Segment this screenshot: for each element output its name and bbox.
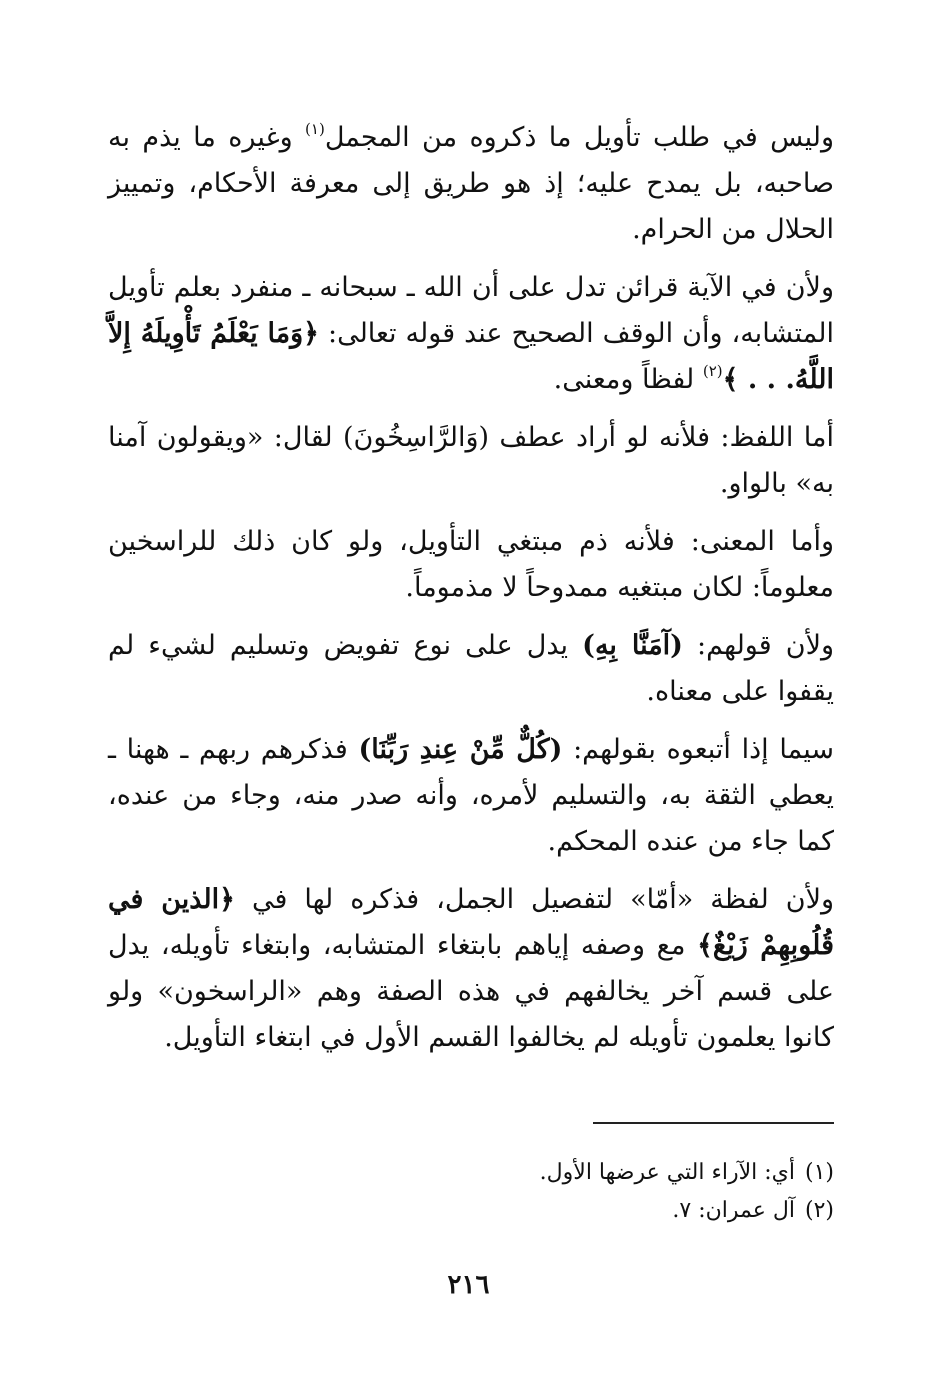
paragraph-2 [108, 265, 834, 403]
footnote-1 [334, 1154, 834, 1192]
paragraph-4 [108, 519, 834, 611]
footnote-ref-2[interactable]: (٢) [702, 362, 723, 380]
paragraph-text: فذكرهم ربهم ـ ههنا ـ يعطي الثقة به، والتسليم لأمره، وأنه صدر منه، وجاء من عنده، كما جاء من عنده المحكم. [108, 734, 834, 857]
footnote-text: آل عمران: ٧. [672, 1198, 795, 1223]
paragraph-text: سيما إذا أتبعوه بقولهم: [562, 734, 835, 765]
paragraph-text: يدل على نوع تفويض وتسليم لشيء لم يقفوا على معناه. [108, 630, 834, 707]
paragraph-text: وغيره ما يذم به صاحبه، بل يمدح عليه؛ إذ هو طريق إلى معرفة الأحكام، وتمييز الحلال من الحرام. [108, 122, 834, 245]
page-number: ٢١٦ [447, 1270, 490, 1300]
main-text [108, 115, 834, 1073]
quran-verse: (آمَنَّا بِهِ) [582, 630, 683, 661]
paragraph-text: أما اللفظ: فلأنه لو أراد عطف (وَالرَّاسِخُونَ) لقال: «ويقولون آمنا به» بالواو. [108, 422, 834, 499]
paragraph-text: وليس في طلب تأويل ما ذكروه من المجمل [324, 122, 835, 153]
quran-verse: ﴿الذين في قُلُوبِهِمْ زَيْغٌ﴾ [108, 884, 834, 961]
footnote-divider [593, 1122, 834, 1124]
quran-verse: (كُلٌّ مِّنْ عِندِ رَبِّنَا) [358, 734, 563, 765]
paragraph-text: ولأن قولهم: [682, 630, 835, 661]
paragraph-text: لفظاً ومعنى. [553, 364, 703, 395]
paragraph-1 [108, 115, 834, 253]
footnote-number: (١) [804, 1160, 834, 1185]
footnote-ref-1[interactable]: (١) [305, 120, 325, 138]
paragraph-text: ولأن لفظة «أمّا» لتفصيل الجمل، فذكره لها في [235, 884, 835, 915]
paragraph-text: مع وصفه إياهم بابتغاء المتشابه، وابتغاء تأويله، يدل على قسم آخر يخالفهم في هذه الصفة وهم «الراسخون» ولو كانوا يعلمون تأويله لم يخالفوا القسم الأول في ابتغاء التأويل. [108, 930, 834, 1053]
paragraph-3 [108, 415, 834, 507]
quran-verse: ﴿وَمَا يَعْلَمُ تَأْوِيلَهُ إِلاَّ اللَّهُ. . . ﴾ [108, 318, 834, 395]
footnote-text: أي: الآراء التي عرضها الأول. [539, 1160, 795, 1185]
paragraph-7 [108, 877, 834, 1061]
paragraph-text: ولأن في الآية قرائن تدل على أن الله ـ سبحانه ـ منفرد بعلم تأويل المتشابه، وأن الوقف الصحيح عند قوله تعالى: [108, 272, 834, 349]
paragraph-text: وأما المعنى: فلأنه ذم مبتغي التأويل، ولو كان ذلك للراسخين معلوماً: لكان مبتغيه ممدوحاً لا مذموماً. [108, 526, 834, 603]
footnotes [334, 1154, 834, 1230]
paragraph-5 [108, 623, 834, 715]
footnote-2 [334, 1192, 834, 1230]
footnote-number: (٢) [804, 1198, 834, 1223]
paragraph-6 [108, 727, 834, 865]
